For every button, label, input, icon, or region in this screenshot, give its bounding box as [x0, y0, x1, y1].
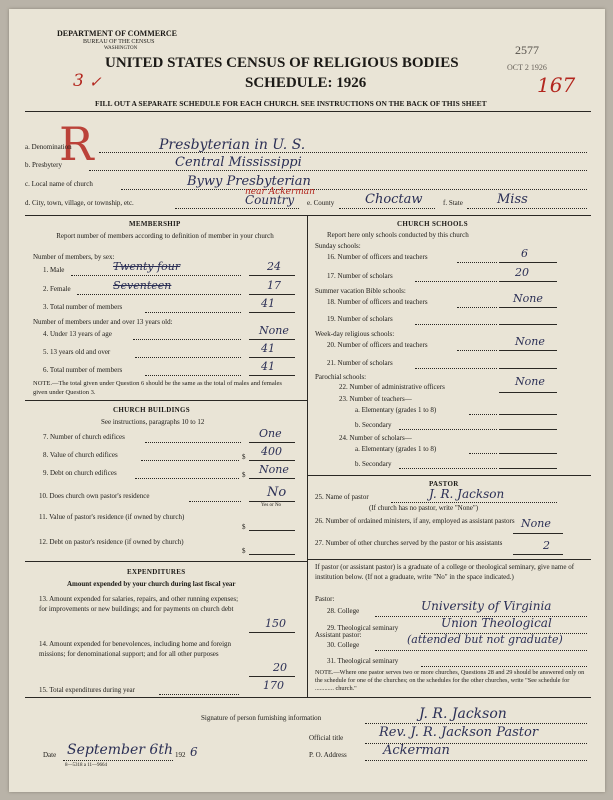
q2-label: 2. Female	[43, 285, 71, 293]
bureau-label: BUREAU OF THE CENSUS	[83, 39, 155, 45]
q8-dollar: $	[242, 453, 246, 461]
q24a-label: a. Elementary (grades 1 to 8)	[355, 445, 437, 453]
year-value: 6	[190, 745, 198, 759]
q25-hint: (If church has no pastor, write "None")	[369, 504, 479, 512]
pastor-sublabel: Pastor:	[315, 595, 335, 603]
q12-label: 12. Debt on pastor's residence (if owned by church)	[39, 538, 184, 546]
q16-label: 16. Number of officers and teachers	[327, 253, 428, 261]
presbytery-label: b. Presbytery	[25, 161, 62, 169]
q1-label: 1. Male	[43, 266, 65, 274]
q26-value: None	[521, 517, 551, 530]
red-check-icon: ✓	[89, 73, 102, 91]
city-label: WASHINGTON	[104, 46, 138, 51]
q1-words: Twenty four	[113, 260, 181, 273]
red-bracket-mark-icon: R	[59, 117, 94, 171]
q23-label: 23. Number of teachers—	[339, 395, 412, 403]
q23a-label: a. Elementary (grades 1 to 8)	[355, 406, 437, 414]
q25-label: 25. Name of pastor	[315, 493, 369, 501]
q7-label: 7. Number of church edifices	[43, 433, 125, 441]
stamp-number: 2577	[515, 43, 539, 57]
state-label: f. State	[443, 199, 463, 207]
q18-label: 18. Number of officers and teachers	[327, 298, 428, 306]
red-mark-topleft: 3	[73, 71, 84, 91]
q20-value: None	[515, 335, 545, 348]
presbytery-value: Central Mississippi	[175, 155, 302, 170]
q4-label: 4. Under 13 years of age	[43, 330, 112, 338]
schedule-title: SCHEDULE: 1926	[245, 75, 367, 91]
q6-label: 6. Total number of members	[43, 366, 123, 374]
q28-label: 28. College	[327, 607, 360, 615]
q2-words: Seventeen	[113, 279, 172, 292]
q5-label: 5. 13 years old and over	[43, 348, 111, 356]
q15-value: 170	[263, 679, 284, 692]
official-title-value: Rev. J. R. Jackson Pastor	[379, 725, 539, 740]
department-label: DEPARTMENT OF COMMERCE	[57, 29, 178, 38]
by-sex-label: Number of members, by sex:	[33, 253, 115, 261]
q3-label: 3. Total number of members	[43, 303, 123, 311]
q20-label: 20. Number of officers and teachers	[327, 341, 428, 349]
q23b-label: b. Secondary	[355, 421, 392, 429]
q24b-label: b. Secondary	[355, 460, 392, 468]
q11-dollar: $	[242, 523, 246, 531]
q29-value: Union Theological	[441, 616, 552, 630]
year-prefix: 192	[175, 751, 186, 759]
local-name-note: near Ackerman	[245, 187, 315, 197]
form-instruction: FILL OUT A SEPARATE SCHEDULE FOR EACH CHURCH. SEE INSTRUCTIONS ON THE BACK OF THIS SHEET	[95, 99, 487, 108]
stamp-date: OCT 2 1926	[507, 63, 547, 72]
local-name-label: c. Local name of church	[25, 180, 93, 188]
q14-label: 14. Amount expended for benevolences, including home and foreign missions; for denominational support; and for all other purposes	[39, 640, 232, 658]
local-name-value: Bywy Presbyterian	[187, 174, 311, 189]
red-mark-topright: 167	[537, 73, 576, 97]
q18-value: None	[513, 292, 543, 305]
q3-value: 41	[261, 297, 275, 310]
q7-value: One	[259, 427, 282, 440]
q9-label: 9. Debt on church edifices	[43, 469, 117, 477]
sunday-label: Sunday schools:	[315, 242, 361, 250]
q30-value: (attended but not graduate)	[407, 633, 563, 646]
form-title: UNITED STATES CENSUS OF RELIGIOUS BODIES	[105, 55, 459, 71]
q19-label: 19. Number of scholars	[327, 315, 393, 323]
date-value: September 6th	[67, 742, 173, 758]
schools-title: CHURCH SCHOOLS	[397, 220, 468, 228]
summer-label: Summer vacation Bible schools:	[315, 287, 406, 295]
q17-value: 20	[515, 266, 529, 279]
q9-value: None	[259, 463, 289, 476]
membership-intro: Report number of members according to definition of member in your church	[56, 232, 274, 240]
official-title-label: Official title	[309, 734, 344, 742]
q24-label: 24. Number of scholars—	[339, 434, 412, 442]
census-schedule-sheet	[9, 9, 605, 792]
pastor-note: NOTE.—Where one pastor serves two or more churches, Questions 28 and 29 should be answered only on the schedule for one of the churches; on the schedules for the other churches, write "See schedule for ............ church."	[315, 669, 585, 692]
q10-value: No	[267, 485, 287, 500]
county-label: e. County	[307, 199, 335, 207]
q17-label: 17. Number of scholars	[327, 272, 393, 280]
q10-label: 10. Does church own pastor's residence	[39, 492, 150, 500]
q9-dollar: $	[242, 471, 246, 479]
signature-value: J. R. Jackson	[419, 706, 507, 722]
age-intro: Number of members under and over 13 years old:	[33, 318, 173, 326]
q2-value: 17	[267, 279, 281, 292]
q13-label: 13. Amount expended for salaries, repairs, and other running expenses; for improvements or new buildings; and for payments on church debt	[39, 595, 239, 613]
q22-label: 22. Number of administrative officers	[339, 383, 445, 391]
q14-value: 20	[273, 661, 287, 674]
asst-pastor-sublabel: Assistant pastor:	[315, 631, 362, 639]
q8-value: 400	[261, 445, 282, 458]
weekday-label: Week-day religious schools:	[315, 330, 395, 338]
q11-label: 11. Value of pastor's residence (if owned by church)	[39, 513, 185, 521]
q13-value: 150	[265, 617, 286, 630]
form-code: 8—5318 a 11—9664	[65, 763, 108, 768]
po-address-label: P. O. Address	[309, 751, 347, 759]
county-value: Choctaw	[365, 192, 423, 207]
q31-label: 31. Theological seminary	[327, 657, 399, 665]
q28-value: University of Virginia	[421, 599, 552, 613]
expenditures-sub: Amount expended by your church during last fiscal year	[67, 580, 236, 588]
po-address-value: Ackerman	[383, 743, 450, 758]
signature-label: Signature of person furnishing information	[201, 714, 322, 722]
q21-label: 21. Number of scholars	[327, 359, 393, 367]
parochial-label: Parochial schools:	[315, 373, 367, 381]
graduate-note: If pastor (or assistant pastor) is a graduate of a college or theological seminary, give name of institution below. (If not a graduate, write "No" in the space indicated.)	[315, 563, 575, 581]
membership-title: MEMBERSHIP	[129, 220, 181, 228]
q12-dollar: $	[242, 547, 246, 555]
pastor-title: PASTOR	[429, 480, 459, 488]
q22-value: None	[515, 375, 545, 388]
q5-value: 41	[261, 342, 275, 355]
q1-value: 24	[267, 260, 281, 273]
buildings-title: CHURCH BUILDINGS	[113, 406, 190, 414]
denomination-label: a. Denomination	[25, 143, 72, 151]
q26-label: 26. Number of ordained ministers, if any, employed as assistant pastors	[315, 517, 515, 525]
q30-label: 30. College	[327, 641, 360, 649]
q16-value: 6	[521, 247, 528, 260]
expenditures-title: EXPENDITURES	[127, 568, 186, 576]
q29-label: 29. Theological seminary	[327, 624, 399, 632]
denomination-value: Presbyterian in U. S.	[159, 137, 306, 153]
q4-value: None	[259, 324, 289, 337]
city-town-value: Country	[245, 193, 295, 207]
city-town-label: d. City, town, village, or township, etc.	[25, 199, 134, 207]
q27-label: 27. Number of other churches served by the pastor or his assistants	[315, 539, 503, 547]
q15-label: 15. Total expenditures during year	[39, 686, 135, 694]
q25-value: J. R. Jackson	[429, 487, 505, 501]
membership-note: NOTE.—The total given under Question 6 should be the same as the total of males and females given under Question 3.	[33, 380, 282, 396]
date-label: Date	[43, 751, 57, 759]
buildings-sub: See instructions, paragraphs 10 to 12	[101, 418, 205, 426]
q6-value: 41	[261, 360, 275, 373]
q10-hint: Yes or No	[261, 503, 282, 508]
q27-value: 2	[543, 539, 550, 552]
schools-intro: Report here only schools conducted by this church	[327, 231, 469, 239]
q8-label: 8. Value of church edifices	[43, 451, 118, 459]
state-value: Miss	[497, 192, 528, 207]
